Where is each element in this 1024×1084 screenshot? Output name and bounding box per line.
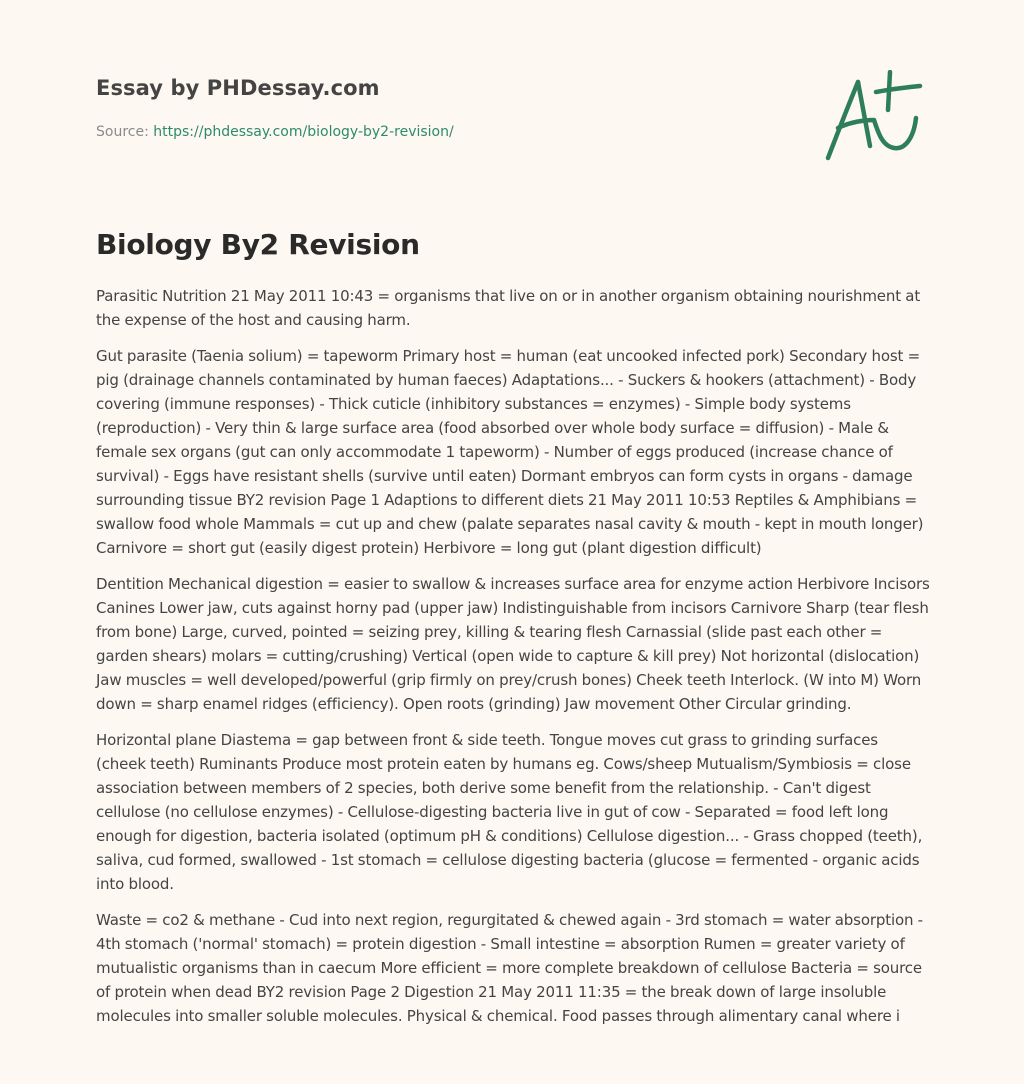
paragraph-2: Gut parasite (Taenia solium) = tapeworm Primary host = human (eat uncooked infected pork) Secondary host = pig (drainage channels contaminated by human faeces) Adaptations... - Suckers & hookers (attachment) - Body covering (immune responses) - Thick cuticle (inhibitory substances = enzymes) - Simple body systems (reproduction) - Very thin & large surface area (food absorbed over whole body surface = diffusion) - Male & female sex organs (gut can only accommodate 1 tapeworm) - Number of eggs produced (increase chance of survival) - Eggs have resistant shells (survive until eaten) Dormant embryos can form cysts in organs - damage surrounding tissue BY2 revision Page 1 Adaptions to different diets 21 May 2011 10:53 Reptiles & Amphibians = swallow food whole Mammals = cut up and chew (palate separates nasal cavity & mouth - kept in mouth longer) Carnivore = short gut (easily digest protein) Herbivore = long gut (plant digestion difficult) — [96, 347, 924, 557]
document-body — [96, 284, 932, 1040]
document-title: Biology By2 Revision — [96, 228, 420, 261]
source-link[interactable]: https://phdessay.com/biology-by2-revision/ — [153, 124, 454, 140]
paragraph-4: Horizontal plane Diastema = gap between front & side teeth. Tongue moves cut grass to grinding surfaces (cheek teeth) Ruminants Produce most protein eaten by humans eg. Cows/sheep Mutualism/Symbiosis = close association between members of 2 species, both derive some benefit from the relationship. - Can't digest cellulose (no cellulose enzymes) - Cellulose-digesting bacteria live in gut of cow - Separated = food left long enough for digestion, bacteria isolated (optimum pH & conditions) Cellulose digestion... - Grass chopped (teeth), saliva, cud formed, swallowed - 1st stomach = cellulose digesting bacteria (glucose = fermented - organic acids into blood. — [96, 731, 923, 893]
paragraph-3: Dentition Mechanical digestion = easier to swallow & increases surface area for enzyme action Herbivore Incisors Canines Lower jaw, cuts against horny pad (upper jaw) Indistinguishable from incisors Carnivore Sharp (tear flesh from bone) Large, curved, pointed = seizing prey, killing & tearing flesh Carnassial (slide past each other = garden shears) molars = cutting/crushing) Vertical (open wide to capture & kill prey) Not horizontal (dislocation) Jaw muscles = well developed/powerful (grip firmly on prey/crush bones) Cheek teeth Interlock. (W into M) Worn down = sharp enamel ridges (efficiency). Open roots (grinding) Jaw movement Other Circular grinding. — [96, 575, 930, 713]
page — [96, 0, 932, 1025]
paragraph-5: Waste = co2 & methane - Cud into next region, regurgitated & chewed again - 3rd stomach = water absorption - 4th stomach ('normal' stomach) = protein digestion - Small intestine = absorption Rumen = greater variety of mutualistic organisms than in caecum More efficient = more complete breakdown of cellulose Bacteria = source of protein when dead BY2 revision Page 2 Digestion 21 May 2011 11:35 = the break down of large insoluble molecules into smaller soluble molecules. Physical & chemical. Food passes through alimentary canal where i — [96, 911, 923, 1025]
source-label: Source: — [96, 124, 149, 140]
source-line — [96, 124, 454, 140]
header — [96, 0, 932, 261]
a-plus-logo-icon — [824, 70, 926, 164]
site-title: Essay by PHDessay.com — [96, 76, 380, 100]
paragraph-1: Parasitic Nutrition 21 May 2011 10:43 = organisms that live on or in another organism obtaining nourishment at the expense of the host and causing harm. — [96, 287, 921, 329]
